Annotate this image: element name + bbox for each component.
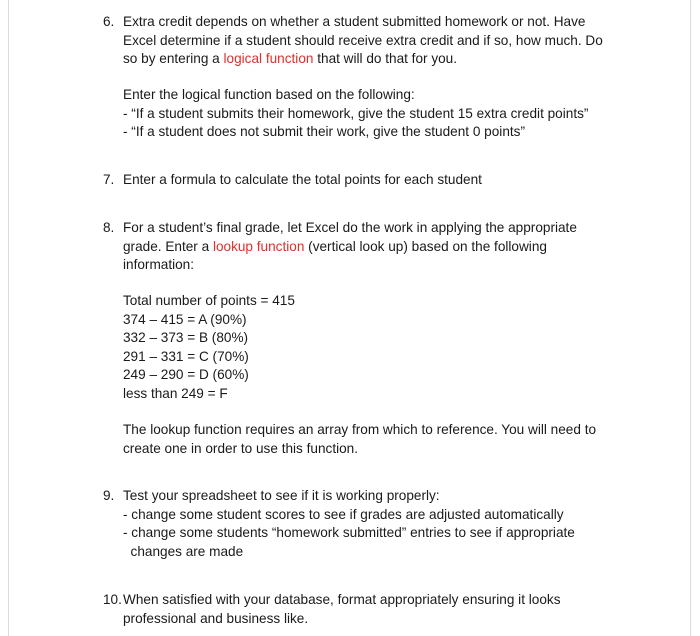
item-6-line-2: Excel determine if a student should receive extra credit and if so, how much. Do [123,32,603,48]
item-6-number: 6. [103,14,115,29]
logical-function-link: logical function [223,51,314,66]
right-border [690,0,691,636]
left-border [8,0,9,636]
item-8-note-1: The lookup function requires an array from which to reference. You will need to [123,422,597,437]
item-8-line-2: grade. Enter a lookup function (vertical look up) based on the following [123,238,547,254]
item-6-sub-1: Enter the logical function based on the following: [123,87,415,102]
grade-c: 291 – 331 = C (70%) [123,348,249,364]
item-10-text [123,591,561,628]
item-8-number: 8. [103,220,115,235]
item-6-sub-2: - “If a student submits their homework, give the student 15 extra credit points” [123,105,589,121]
item-6-text [123,13,603,69]
item-10-line-2: professional and business like. [123,610,309,626]
item-8-line-1: For a student’s final grade, let Excel do the work in applying the appropriate [123,220,577,235]
lookup-function-link: lookup function [212,238,305,254]
item-8-text [123,219,577,275]
grade-table [123,292,295,403]
item-6-sub-3: - “If a student does not submit their work, give the student 0 points” [123,124,525,139]
item-7-text: Enter a formula to calculate the total points for each student [123,172,482,187]
item-6-line-1: Extra credit depends on whether a student submitted homework or not. Have [123,14,586,29]
item-9-line-2: - change some student scores to see if grades are adjusted automatically [123,506,564,522]
item-9-line-4: changes are made [123,543,244,559]
item-9-text [123,487,575,561]
grade-total: Total number of points = 415 [123,293,295,308]
grade-f: less than 249 = F [123,385,228,401]
item-9-line-3: - change some students “homework submitted” entries to see if appropriate [123,525,575,540]
grade-b: 332 – 373 = B (80%) [123,330,249,345]
item-10-line-1: When satisfied with your database, format appropriately ensuring it looks [123,592,561,607]
grade-a: 374 – 415 = A (90%) [123,311,247,327]
item-8-note [123,421,596,458]
item-9-line-1: Test your spreadsheet to see if it is working properly: [123,488,440,503]
item-6-line-3: so by entering a logical function that will do that for you. [123,51,458,66]
item-8-note-2: create one in order to use this function. [123,440,359,456]
item-8-line-3: information: [123,257,195,272]
item-10-number: 10. [103,592,122,607]
grade-d: 249 – 290 = D (60%) [123,367,249,382]
item-9-number: 9. [103,488,115,503]
item-6-instructions [123,86,588,142]
item-7-number: 7. [103,172,115,187]
